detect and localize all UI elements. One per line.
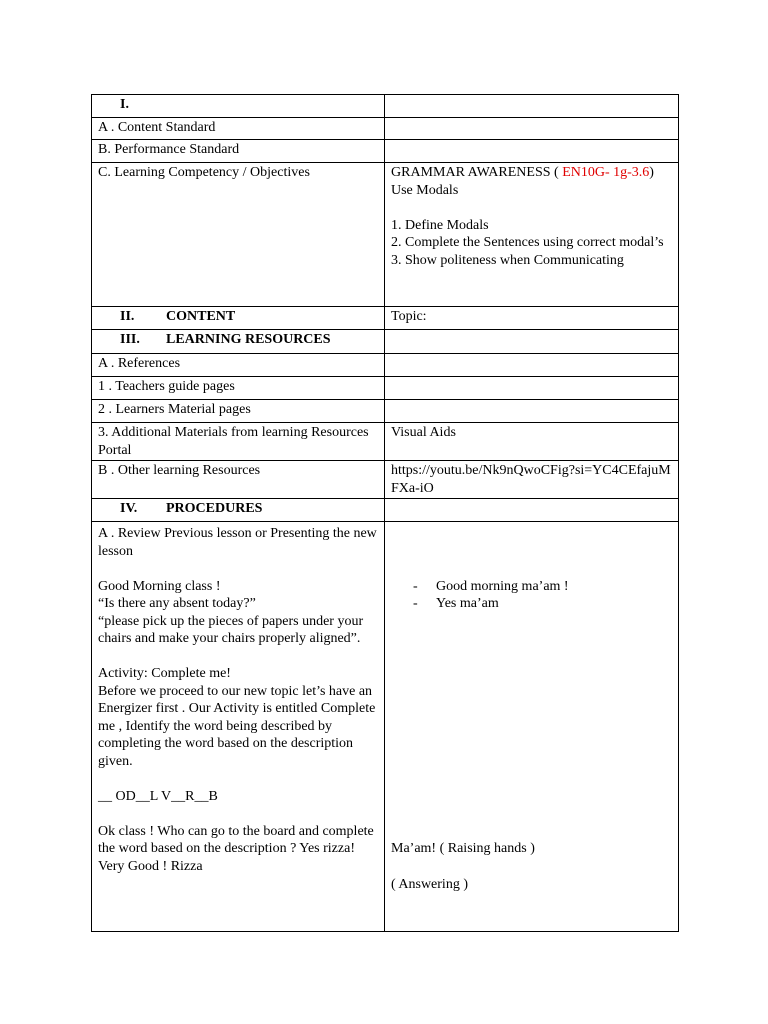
spacer	[391, 613, 672, 840]
section-number: II.	[120, 309, 135, 324]
table-row	[92, 499, 679, 522]
spacer	[98, 805, 378, 823]
table-row	[92, 330, 679, 354]
table-row	[92, 163, 679, 307]
section-title: LEARNING RESOURCES	[166, 332, 331, 347]
papers-instruction: “please pick up the pieces of papers under your chairs and make your chairs properly aligned”.	[98, 613, 364, 646]
lesson-plan-table	[91, 94, 679, 932]
empty-cell	[385, 95, 679, 118]
additional-materials-label: 3. Additional Materials from learning Resources Portal	[92, 423, 385, 461]
empty-cell	[385, 354, 679, 377]
answering-response: ( Answering )	[391, 876, 468, 892]
learners-material-label: 2 . Learners Material pages	[92, 400, 385, 423]
section-number: III.	[120, 332, 140, 347]
objective-item: 1. Define Modals	[391, 217, 489, 233]
word-puzzle: __ OD__L V__R__B	[98, 788, 218, 804]
empty-cell	[385, 499, 679, 522]
other-resources-label: B . Other learning Resources	[92, 461, 385, 499]
heading-text: GRAMMAR AWARENESS (	[391, 165, 559, 180]
table-row	[92, 377, 679, 400]
competency-label: C. Learning Competency / Objectives	[92, 163, 385, 307]
table-row	[92, 118, 679, 140]
spacer	[391, 560, 672, 578]
table-row	[92, 522, 679, 932]
table-row	[92, 95, 679, 118]
list-item: - Yes ma’am	[391, 595, 672, 613]
spacer	[98, 648, 378, 666]
references-label: A . References	[92, 354, 385, 377]
student-activity-cell	[385, 522, 679, 932]
raising-hands-response: Ma’am! ( Raising hands )	[391, 840, 535, 856]
learning-resources-cell	[92, 330, 385, 354]
performance-standard-label: B. Performance Standard	[92, 140, 385, 163]
additional-materials-value: Visual Aids	[385, 423, 679, 461]
teacher-activity-cell	[92, 522, 385, 932]
objective-item: 2. Complete the Sentences using correct modal’s	[391, 235, 664, 250]
table-row	[92, 461, 679, 499]
table-row	[92, 140, 679, 163]
competency-heading	[391, 164, 672, 182]
teacher-praise: Very Good ! Rizza	[98, 858, 203, 874]
objective-item: 3. Show politeness when Communicating	[391, 252, 624, 268]
procedures-cell	[92, 499, 385, 522]
list-item: - Good morning ma’am !	[391, 578, 672, 596]
content-section-cell	[92, 307, 385, 330]
section-number: IV.	[120, 501, 138, 516]
absent-question: “Is there any absent today?”	[98, 596, 256, 611]
empty-cell	[385, 140, 679, 163]
table-row	[92, 354, 679, 377]
section-title: PROCEDURES	[166, 501, 263, 516]
spacer	[391, 857, 672, 875]
spacer	[98, 770, 378, 788]
section-title: CONTENT	[166, 309, 236, 324]
competency-code: EN10G- 1g-3.6	[558, 165, 650, 180]
table-row	[92, 423, 679, 461]
teachers-guide-label: 1 . Teachers guide pages	[92, 377, 385, 400]
heading-close: )	[649, 165, 654, 180]
table-row	[92, 400, 679, 423]
teacher-question: Ok class ! Who can go to the board and complete the word based on the description ? Yes rizza!	[98, 823, 374, 856]
review-heading: A . Review Previous lesson or Presenting the new lesson	[98, 526, 377, 559]
activity-description: Before we proceed to our new topic let’s have an Energizer first . Our Activity is entitled Complete me , Identify the word being described by completing the word based on the description given.	[98, 683, 376, 769]
topic-cell: Topic:	[385, 307, 679, 330]
student-responses	[391, 578, 672, 613]
competency-subject: Use Modals	[391, 182, 459, 198]
section-number: I.	[120, 97, 129, 112]
spacer	[391, 543, 672, 561]
empty-cell	[385, 118, 679, 140]
spacer	[391, 525, 672, 543]
section-one-cell	[92, 95, 385, 118]
empty-cell	[385, 377, 679, 400]
activity-title: Activity: Complete me!	[98, 666, 231, 681]
spacer	[98, 560, 378, 578]
empty-cell	[385, 330, 679, 354]
content-standard-label: A . Content Standard	[92, 118, 385, 140]
table-row	[92, 307, 679, 330]
resource-link[interactable]: https://youtu.be/Nk9nQwoCFig?si=YC4CEfajuMFXa-iO	[385, 461, 679, 499]
spacer	[391, 199, 672, 217]
greeting-line: Good Morning class !	[98, 578, 221, 594]
empty-cell	[385, 400, 679, 423]
competency-cell	[385, 163, 679, 307]
